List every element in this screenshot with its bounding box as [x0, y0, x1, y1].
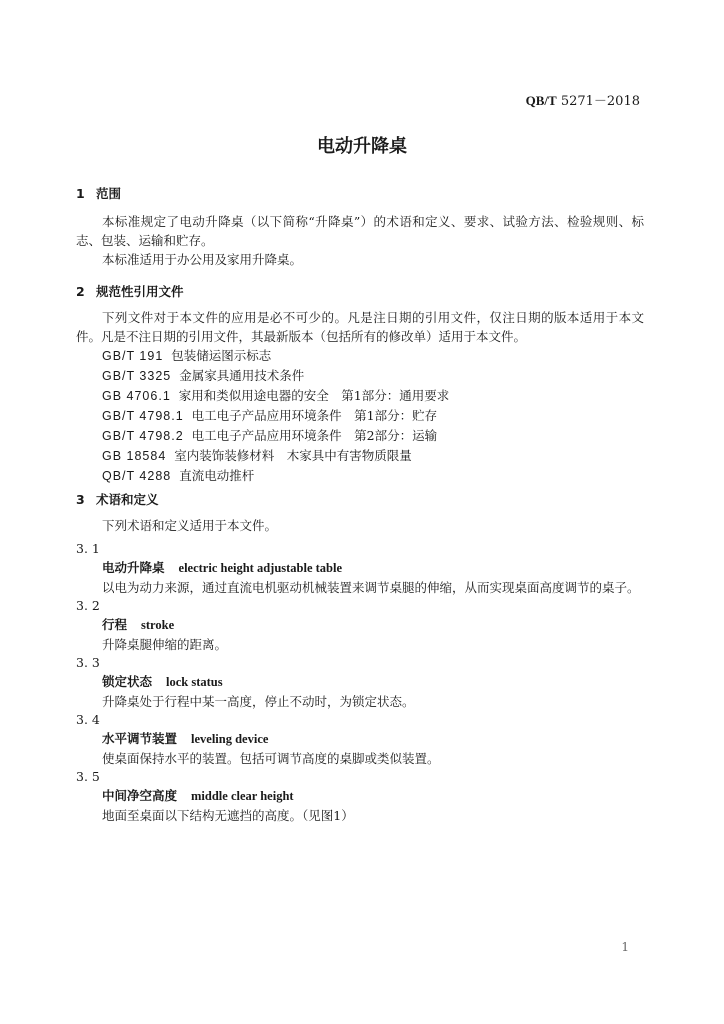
reference-title: 家用和类似用途电器的安全 第1部分：通用要求 [178, 388, 450, 403]
reference-code: GB 18584 [102, 449, 167, 463]
section-heading [76, 282, 644, 301]
reference-code: GB 4706.1 [102, 389, 171, 403]
reference-title: 电工电子产品应用环境条件 第2部分：运输 [191, 428, 438, 443]
term-zh: 电动升降桌 [102, 560, 165, 575]
term-definition: 使桌面保持水平的装置。包括可调节高度的桌脚或类似装置。 [102, 751, 440, 766]
section-2-body [76, 308, 644, 346]
term-number: 3. 5 [76, 769, 100, 784]
section-2 [76, 282, 644, 301]
section-number: 3 [76, 492, 85, 507]
term-definition: 地面至桌面以下结构无遮挡的高度。（见图1） [102, 808, 354, 823]
term-3-3 [76, 653, 644, 711]
reference-code: GB/T 4798.2 [102, 429, 184, 443]
term-number: 3. 1 [76, 541, 100, 556]
reference-item [76, 446, 644, 466]
term-zh: 水平调节装置 [102, 731, 178, 746]
reference-code: GB/T 4798.1 [102, 409, 184, 423]
reference-title: 电工电子产品应用环境条件 第1部分：贮存 [191, 408, 438, 423]
term-zh: 中间净空高度 [102, 788, 178, 803]
term-title [76, 729, 644, 749]
reference-item [76, 426, 644, 446]
reference-title: 室内装饰装修材料 木家具中有害物质限量 [174, 448, 412, 463]
reference-item [76, 406, 644, 426]
section-heading [76, 490, 644, 509]
paragraph: 下列文件对于本文件的应用是必不可少的。凡是注日期的引用文件，仅注日期的版本适用于本文件。凡是不注日期的引用文件，其最新版本（包括所有的修改单）适用于本文件。 [76, 310, 644, 344]
standard-number [526, 90, 640, 109]
term-3-5 [76, 767, 644, 825]
term-en: lock status [166, 675, 223, 689]
reference-title: 直流电动推杆 [179, 468, 255, 483]
section-3 [76, 490, 644, 509]
term-en: stroke [141, 618, 175, 632]
paragraph: 本标准规定了电动升降桌（以下简称“升降桌”）的术语和定义、要求、试验方法、检验规则、标志、包装、运输和贮存。 [76, 214, 644, 248]
term-title [76, 615, 644, 635]
section-title: 术语和定义 [96, 492, 159, 507]
reference-item [76, 366, 644, 386]
term-title [76, 558, 644, 578]
section-1 [76, 184, 644, 203]
page-number: 1 [621, 940, 629, 954]
term-definition: 升降桌处于行程中某一高度，停止不动时，为锁定状态。 [102, 694, 415, 709]
term-en: electric height adjustable table [178, 561, 343, 575]
section-3-intro [76, 516, 644, 535]
term-3-2 [76, 596, 644, 654]
section-number: 2 [76, 284, 85, 299]
reference-item [76, 466, 644, 486]
standard-code: 5271－2018 [556, 94, 640, 109]
term-title [76, 786, 644, 806]
reference-title: 包装储运图示标志 [171, 348, 272, 363]
section-number: 1 [76, 186, 85, 201]
section-heading [76, 184, 644, 203]
term-number: 3. 3 [76, 655, 100, 670]
paragraph: 下列术语和定义适用于本文件。 [102, 518, 278, 533]
term-number: 3. 2 [76, 598, 100, 613]
term-definition: 以电为动力来源，通过直流电机驱动机械装置来调节桌腿的伸缩，从而实现桌面高度调节的桌子。 [102, 580, 640, 595]
paragraph: 本标准适用于办公用及家用升降桌。 [102, 252, 303, 267]
term-number: 3. 4 [76, 712, 100, 727]
document-title: 电动升降桌 [317, 136, 407, 157]
term-zh: 行程 [102, 617, 128, 632]
term-3-1 [76, 539, 644, 597]
reference-code: GB/T 3325 [102, 369, 172, 383]
term-definition: 升降桌腿伸缩的距离。 [102, 637, 228, 652]
term-en: leveling device [191, 732, 269, 746]
section-title: 规范性引用文件 [96, 284, 184, 299]
reference-list [76, 346, 644, 486]
reference-code: QB/T 4288 [102, 469, 172, 483]
section-title: 范围 [96, 186, 122, 201]
reference-item [76, 386, 644, 406]
reference-title: 金属家具通用技术条件 [179, 368, 305, 383]
term-3-4 [76, 710, 644, 768]
term-title [76, 672, 644, 692]
reference-code: GB/T 191 [102, 349, 164, 363]
term-en: middle clear height [191, 789, 294, 803]
reference-item [76, 346, 644, 366]
section-1-body [76, 212, 644, 269]
standard-prefix: QB/T [525, 93, 557, 108]
term-zh: 锁定状态 [102, 674, 153, 689]
